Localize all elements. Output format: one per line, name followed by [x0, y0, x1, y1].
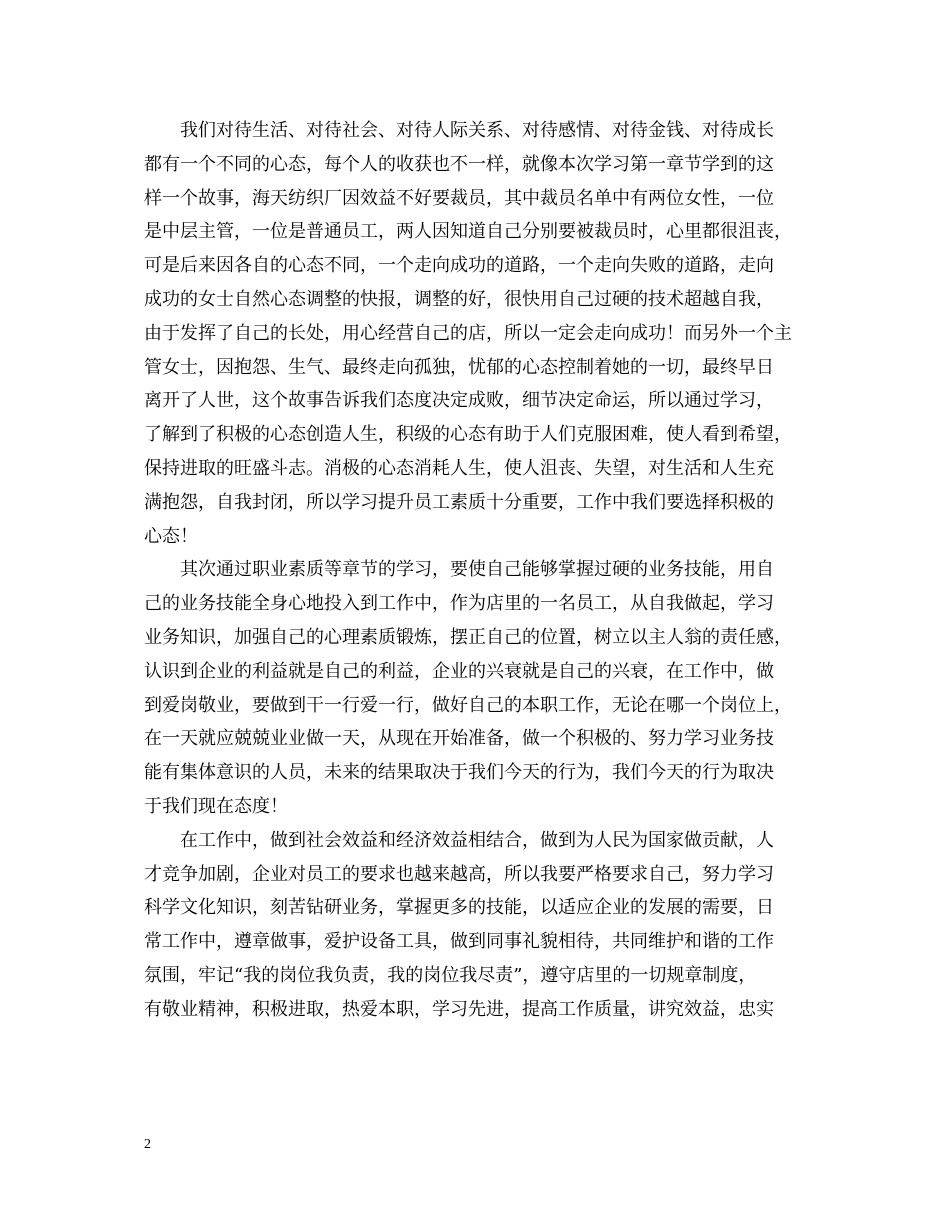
- text-line: 满抱怨，自我封闭，所以学习提升员工素质十分重要，工作中我们要选择积极的: [144, 491, 774, 513]
- page-number: 2: [144, 1137, 151, 1152]
- text-line: 己的业务技能全身心地投入到工作中，作为店里的一名员工，从自我做起，学习: [144, 593, 774, 615]
- text-line: 其次通过职业素质等章节的学习，要使自己能够掌握过硬的业务技能，用自: [180, 559, 774, 581]
- text-line: 可是后来因各自的心态不同，一个走向成功的道路，一个走向失败的道路，走向: [144, 255, 774, 277]
- text-line: 到爱岗敬业，要做到干一行爱一行，做好自己的本职工作，无论在哪一个岗位上，: [144, 694, 792, 716]
- paragraph-3: [144, 824, 810, 1027]
- text-line: 常工作中，遵章做事，爱护设备工具，做到同事礼貌相待，共同维护和谐的工作: [144, 931, 774, 953]
- text-line: 才竞争加剧，企业对员工的要求也越来越高，所以我要严格要求自己，努力学习: [144, 863, 774, 885]
- paragraph-1: [144, 114, 810, 553]
- text-line: 科学文化知识，刻苦钻研业务，掌握更多的技能，以适应企业的发展的需要，日: [144, 897, 774, 919]
- text-line: 成功的女士自然心态调整的快报，调整的好，很快用自己过硬的技术超越自我，: [144, 288, 774, 310]
- text-line: 离开了人世，这个故事告诉我们态度决定成败，细节决定命运，所以通过学习，: [144, 390, 774, 412]
- text-line: 由于发挥了自己的长处，用心经营自己的店，所以一定会走向成功！而另外一个主: [144, 322, 792, 344]
- text-line: 了解到了积极的心态创造人生，积级的心态有助于人们克服困难，使人看到希望，: [144, 424, 792, 446]
- text-line: 样一个故事，海天纺织厂因效益不好要裁员，其中裁员名单中有两位女性，一位: [144, 187, 774, 209]
- paragraph-2: [144, 553, 810, 823]
- text-line: 在一天就应兢兢业业做一天，从现在开始准备，做一个积极的、努力学习业务技: [144, 728, 774, 750]
- text-line: 我们对待生活、对待社会、对待人际关系、对待感情、对待金钱、对待成长: [180, 120, 774, 141]
- text-line: 业务知识，加强自己的心理素质锻炼，摆正自己的位置，树立以主人翁的责任感，: [144, 626, 792, 648]
- text-line: 氛围，牢记“我的岗位我负责，我的岗位我尽责”，遵守店里的一切规章制度，: [144, 964, 757, 986]
- text-line: 都有一个不同的心态，每个人的收获也不一样，就像本次学习第一章节学到的这: [144, 153, 774, 175]
- text-line: 于我们现在态度！: [144, 795, 288, 817]
- text-line: 有敬业精神，积极进取，热爱本职，学习先进，提高工作质量，讲究效益，忠实: [144, 998, 774, 1020]
- text-line: 能有集体意识的人员，未来的结果取决于我们今天的行为，我们今天的行为取决: [144, 762, 774, 784]
- body-text: [144, 114, 810, 1027]
- text-line: 是中层主管，一位是普通员工，两人因知道自己分别要被裁员时，心里都很沮丧，: [144, 221, 792, 243]
- text-line: 认识到企业的利益就是自己的利益，企业的兴衰就是自己的兴衰，在工作中，做: [144, 660, 774, 682]
- text-line: 管女士，因抱怨、生气、最终走向孤独，忧郁的心态控制着她的一切，最终早日: [144, 356, 774, 378]
- text-line: 在工作中，做到社会效益和经济效益相结合，做到为人民为国家做贡献，人: [180, 829, 774, 851]
- text-line: 心态！: [144, 525, 198, 547]
- text-line: 保持进取的旺盛斗志。消极的心态消耗人生，使人沮丧、失望，对生活和人生充: [144, 457, 774, 479]
